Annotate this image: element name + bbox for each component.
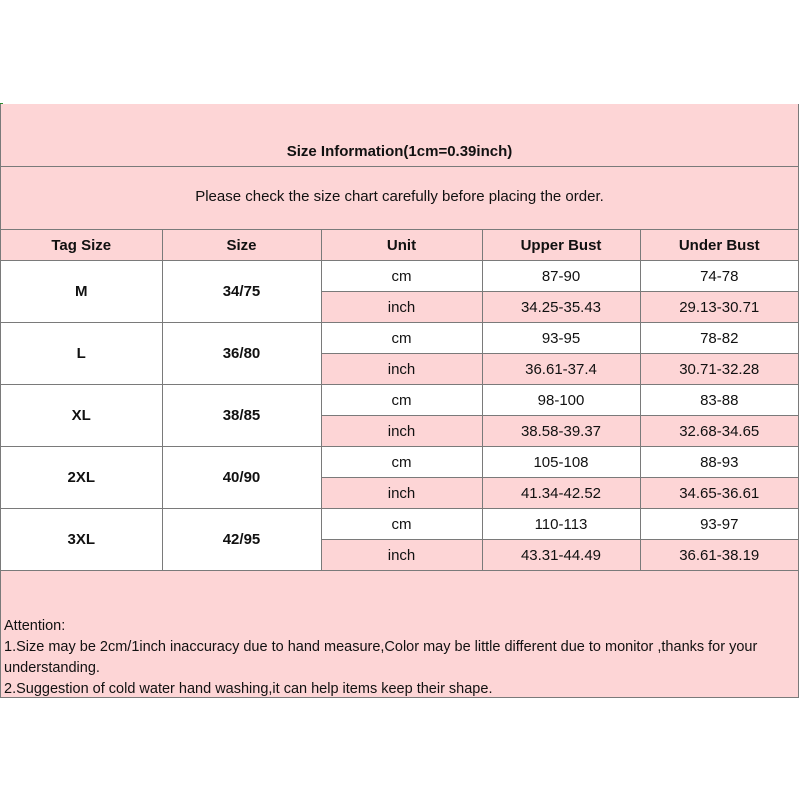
under-bust-cell: 30.71-32.28: [640, 354, 798, 385]
column-header-unit: Unit: [321, 230, 482, 261]
table-row: [1, 509, 798, 540]
column-header-under-bust: Under Bust: [640, 230, 798, 261]
chart-note: Please check the size chart carefully before placing the order.: [1, 167, 798, 230]
upper-bust-cell: 98-100: [482, 385, 640, 416]
tag-size-cell: L: [1, 323, 162, 385]
upper-bust-cell: 105-108: [482, 447, 640, 478]
under-bust-cell: 34.65-36.61: [640, 478, 798, 509]
upper-bust-cell: 43.31-44.49: [482, 540, 640, 571]
table-row: [1, 323, 798, 354]
tag-size-cell: 3XL: [1, 509, 162, 571]
table-header-row: [1, 230, 798, 261]
size-cell: 38/85: [162, 385, 321, 447]
attention-line-2: 2.Suggestion of cold water hand washing,it can help items keep their shape.: [4, 681, 493, 697]
under-bust-cell: 74-78: [640, 261, 798, 292]
attention-heading: Attention:: [4, 618, 66, 634]
unit-cell: inch: [321, 416, 482, 447]
unit-cell: inch: [321, 540, 482, 571]
upper-bust-cell: 34.25-35.43: [482, 292, 640, 323]
column-header-size: Size: [162, 230, 321, 261]
size-cell: 34/75: [162, 261, 321, 323]
upper-bust-cell: 87-90: [482, 261, 640, 292]
column-header-upper-bust: Upper Bust: [482, 230, 640, 261]
unit-cell: cm: [321, 323, 482, 354]
attention-notes: [1, 572, 798, 697]
tag-size-cell: 2XL: [1, 447, 162, 509]
size-cell: 40/90: [162, 447, 321, 509]
size-cell: 36/80: [162, 323, 321, 385]
under-bust-cell: 78-82: [640, 323, 798, 354]
upper-bust-cell: 36.61-37.4: [482, 354, 640, 385]
under-bust-cell: 36.61-38.19: [640, 540, 798, 571]
table-row: [1, 447, 798, 478]
unit-cell: inch: [321, 478, 482, 509]
under-bust-cell: 88-93: [640, 447, 798, 478]
upper-bust-cell: 110-113: [482, 509, 640, 540]
under-bust-cell: 29.13-30.71: [640, 292, 798, 323]
unit-cell: cm: [321, 261, 482, 292]
size-chart-sheet: [0, 104, 799, 698]
tag-size-cell: XL: [1, 385, 162, 447]
unit-cell: cm: [321, 447, 482, 478]
size-cell: 42/95: [162, 509, 321, 571]
table-row: [1, 261, 798, 292]
size-table: [1, 230, 798, 571]
upper-bust-cell: 41.34-42.52: [482, 478, 640, 509]
column-header-tag-size: Tag Size: [1, 230, 162, 261]
unit-cell: inch: [321, 354, 482, 385]
under-bust-cell: 93-97: [640, 509, 798, 540]
under-bust-cell: 32.68-34.65: [640, 416, 798, 447]
attention-line-1: 1.Size may be 2cm/1inch inaccuracy due to hand measure,Color may be little different due to monitor ,thanks for your understanding.: [4, 639, 758, 676]
unit-cell: cm: [321, 509, 482, 540]
chart-title: Size Information(1cm=0.39inch): [1, 104, 798, 167]
upper-bust-cell: 38.58-39.37: [482, 416, 640, 447]
unit-cell: inch: [321, 292, 482, 323]
upper-bust-cell: 93-95: [482, 323, 640, 354]
tag-size-cell: M: [1, 261, 162, 323]
under-bust-cell: 83-88: [640, 385, 798, 416]
unit-cell: cm: [321, 385, 482, 416]
table-row: [1, 385, 798, 416]
